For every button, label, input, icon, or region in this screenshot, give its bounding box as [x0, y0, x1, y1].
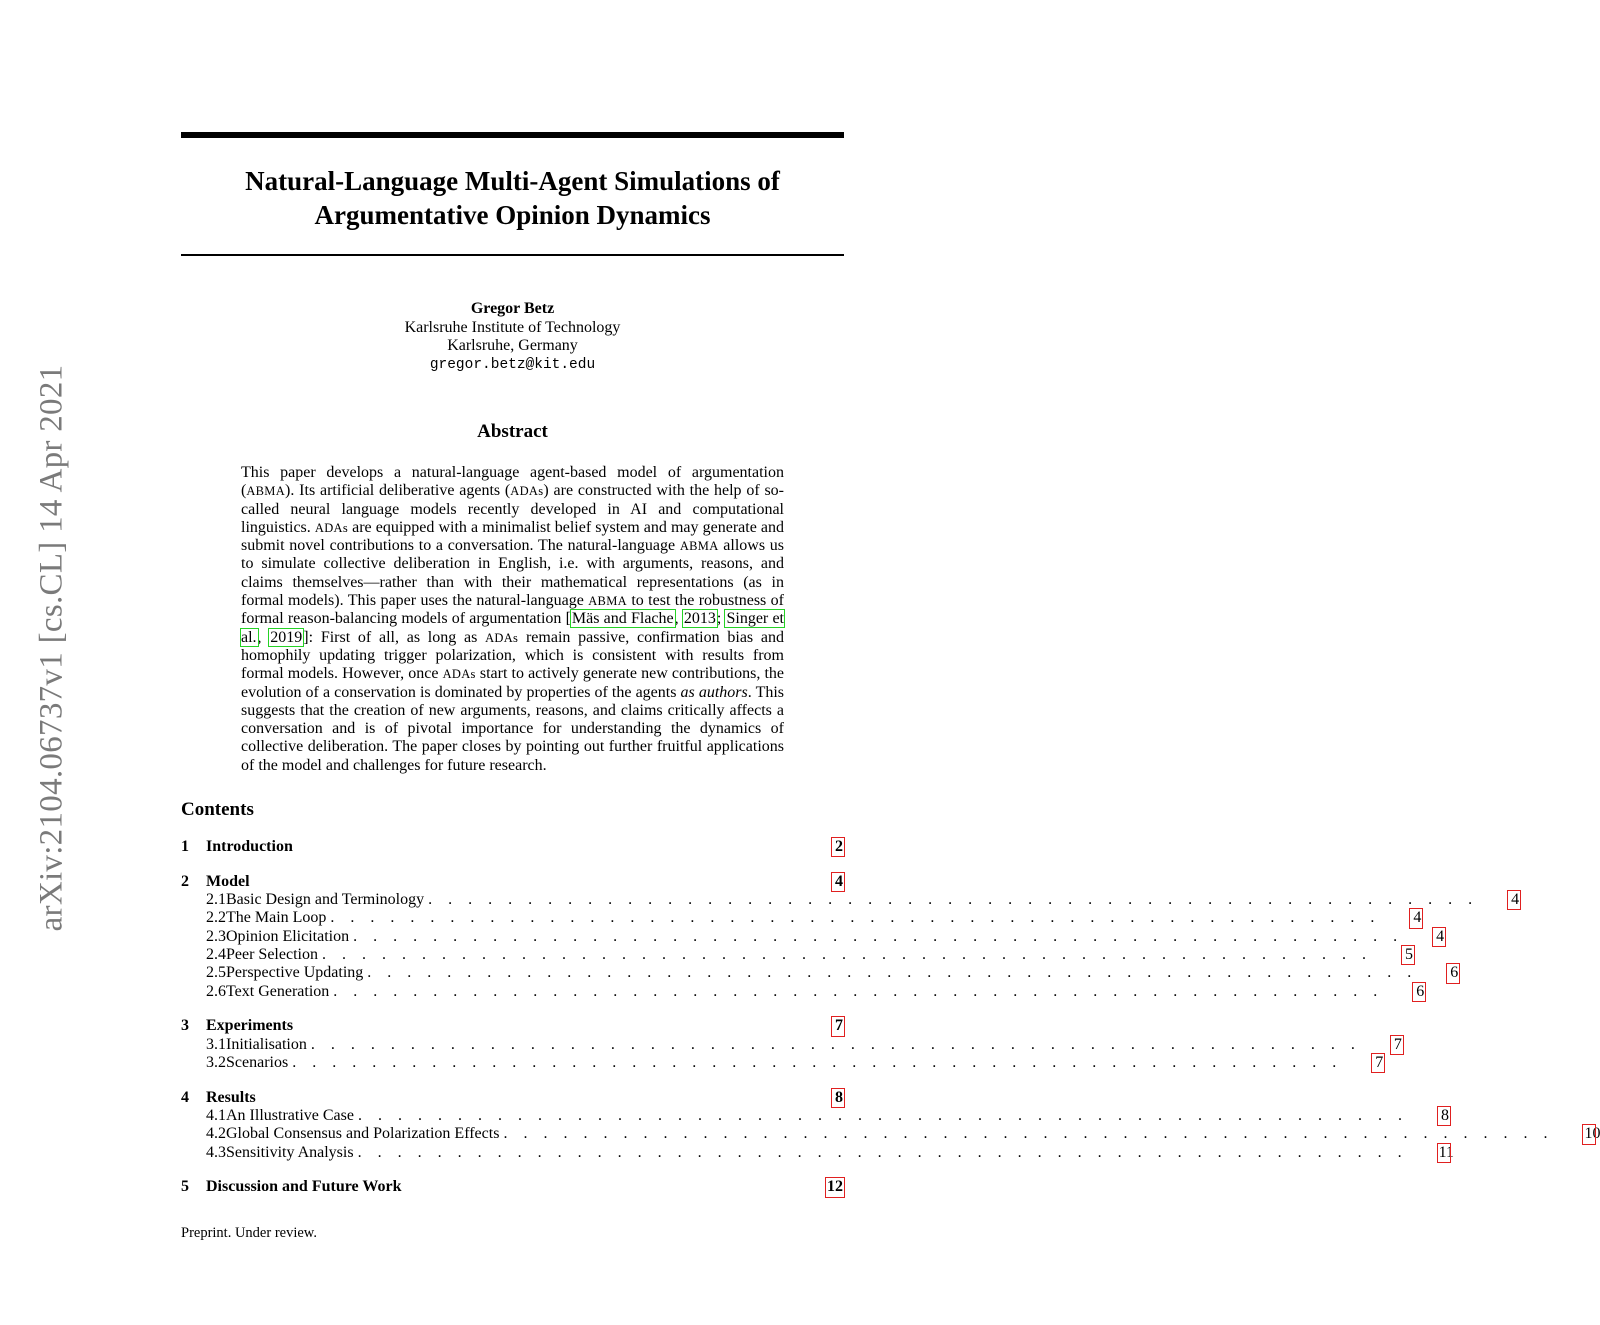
toc-section-number: 4	[181, 1088, 189, 1106]
toc-leader-dots: . . . . . . . . . . . . . . . . . . . . . . . . . . . . . . . . . . . . . . . . . . . . . . . . . . . . .	[330, 909, 1381, 927]
toc-section-number: 3	[181, 1017, 189, 1035]
toc-page-link[interactable]: 4	[1433, 928, 1445, 946]
toc-subsection-4.2[interactable]	[181, 1125, 1600, 1143]
toc-subsection-title[interactable]: Text Generation	[226, 982, 330, 1000]
toc-subsection-4.3[interactable]	[181, 1143, 1454, 1162]
toc-subsection-2.5[interactable]	[181, 964, 1459, 982]
toc-subsection-number: 4.1	[206, 1107, 226, 1125]
toc-page-link[interactable]: 7	[1372, 1054, 1384, 1072]
citation-singer[interactable]: Singer et al.	[241, 610, 785, 646]
author-email[interactable]: gregor.betz@kit.edu	[429, 356, 596, 373]
toc-page-link[interactable]: 8	[1438, 1107, 1450, 1125]
toc-page-link[interactable]: 6	[1413, 983, 1425, 1001]
author-block	[181, 300, 844, 374]
toc-leader-dots: . . . . . . . . . . . . . . . . . . . . . . . . . . . . . . . . . . . . . . . . . . . . . . . . . . . . .	[333, 982, 1384, 1000]
title-line-2: Argumentative Opinion Dynamics	[314, 200, 711, 230]
toc-subsection-title[interactable]: Basic Design and Terminology	[226, 891, 425, 909]
toc-gap	[181, 1072, 844, 1089]
citation-mas-flache[interactable]: Mäs and Flache	[571, 610, 674, 628]
toc-gap	[181, 1001, 844, 1018]
toc-page-link[interactable]: 11	[1438, 1143, 1454, 1161]
toc-subsection-title[interactable]: Opinion Elicitation	[226, 927, 350, 945]
toc-page-link[interactable]: 4	[832, 873, 844, 891]
toc-section-number: 2	[181, 872, 189, 890]
citation-singer-year[interactable]: 2019	[270, 628, 303, 646]
toc-subsection-number: 3.1	[206, 1035, 226, 1053]
toc-leader-dots: . . . . . . . . . . . . . . . . . . . . . . . . . . . . . . . . . . . . . . . . . . . . . . . . . . . . .	[503, 1125, 1554, 1143]
toc-leader-dots: . . . . . . . . . . . . . . . . . . . . . . . . . . . . . . . . . . . . . . . . . . . . . . . . . . . . .	[367, 964, 1418, 982]
toc-page-link[interactable]: 7	[832, 1017, 844, 1035]
toc-subsection-3.2[interactable]	[181, 1053, 1384, 1072]
toc-section-4[interactable]	[181, 1089, 844, 1107]
toc-subsection-number: 2.1	[206, 891, 226, 909]
toc-section-title[interactable]: Introduction	[206, 838, 293, 855]
toc-section-3[interactable]	[181, 1017, 844, 1035]
toc-section-2[interactable]	[181, 873, 844, 891]
toc-subsection-title[interactable]: An Illustrative Case	[226, 1107, 354, 1125]
toc-subsection-title[interactable]: The Main Loop	[226, 909, 327, 927]
toc-subsection-title[interactable]: Global Consensus and Polarization Effects	[226, 1125, 500, 1143]
abstract-heading: Abstract	[477, 421, 548, 442]
toc-subsection-2.3[interactable]	[181, 927, 1445, 946]
author-location: Karlsruhe, Germany	[447, 337, 578, 354]
toc-subsection-title[interactable]: Sensitivity Analysis	[226, 1143, 354, 1161]
toc-leader-dots: . . . . . . . . . . . . . . . . . . . . . . . . . . . . . . . . . . . . . . . . . . . . . . . . . . . . .	[321, 945, 1372, 963]
toc-subsection-number: 2.2	[206, 909, 226, 927]
toc-page-link[interactable]: 5	[1402, 946, 1414, 964]
toc-section-title[interactable]: Experiments	[206, 1017, 294, 1035]
toc-leader-dots: . . . . . . . . . . . . . . . . . . . . . . . . . . . . . . . . . . . . . . . . . . . . . . . . . . . . .	[357, 1143, 1408, 1161]
toc-subsection-2.6[interactable]	[181, 982, 1425, 1001]
toc-subsection-number: 4.2	[206, 1125, 226, 1143]
toc-section-5[interactable]	[181, 1178, 844, 1196]
toc-subsection-title[interactable]: Initialisation	[226, 1035, 307, 1053]
paper-title	[181, 164, 844, 232]
title-bottom-rule	[181, 254, 844, 256]
toc-subsection-number: 3.2	[206, 1053, 226, 1071]
toc-subsection-title[interactable]: Scenarios	[226, 1053, 289, 1071]
title-top-rule	[181, 132, 844, 138]
toc-leader-dots: . . . . . . . . . . . . . . . . . . . . . . . . . . . . . . . . . . . . . . . . . . . . . . . . . . . . .	[428, 891, 1479, 909]
toc-page-link[interactable]: 4	[1410, 909, 1422, 927]
toc-gap	[181, 1162, 844, 1179]
toc-subsection-number: 2.6	[206, 982, 226, 1000]
toc-page-link[interactable]: 7	[1391, 1036, 1403, 1054]
toc-subsection-number: 4.3	[206, 1143, 226, 1161]
toc-subsection-title[interactable]: Perspective Updating	[226, 964, 364, 982]
toc-subsection-4.1[interactable]	[181, 1107, 1449, 1125]
contents-heading: Contents	[181, 799, 254, 820]
toc-leader-dots: . . . . . . . . . . . . . . . . . . . . . . . . . . . . . . . . . . . . . . . . . . . . . . . . . . . . .	[292, 1053, 1343, 1071]
toc-subsection-2.1[interactable]	[181, 891, 1520, 909]
toc-subsection-number: 2.3	[206, 927, 226, 945]
toc-leader-dots: . . . . . . . . . . . . . . . . . . . . . . . . . . . . . . . . . . . . . . . . . . . . . . . . . . . . .	[310, 1035, 1361, 1053]
toc-page-link[interactable]: 12	[827, 1178, 843, 1196]
toc-page-link[interactable]: 2	[832, 838, 844, 856]
toc-page-link[interactable]: 6	[1447, 964, 1459, 982]
toc-leader-dots: . . . . . . . . . . . . . . . . . . . . . . . . . . . . . . . . . . . . . . . . . . . . . . . . . . . . .	[353, 927, 1404, 945]
toc-subsection-number: 2.4	[206, 945, 226, 963]
author-affiliation: Karlsruhe Institute of Technology	[404, 318, 621, 336]
toc-page-link[interactable]: 4	[1508, 891, 1520, 909]
citation-mas-flache-year[interactable]: 2013	[683, 610, 716, 628]
toc-section-number: 5	[181, 1178, 189, 1196]
table-of-contents	[181, 838, 1600, 1197]
footer-note: Preprint. Under review.	[181, 1225, 317, 1241]
abstract-text: This paper develops a natural-language agent-based model of argumentation (ABMA). Its artificial deliberative agents (ADAs) are constructed with the help of so-called neural language models recently developed in AI and computational linguistics. ADAs are equipped with a minimalist belief system and may generate and submit novel contributions to a conversation. The natural-language ABMA allows us to simulate collective deliberation in English, i.e. with arguments, reasons, and claims themselves—rather than with their mathematical representations (as in formal models). This paper uses the natural-language ABMA to test the robustness of formal reason-balancing models of argumentation [Mäs and Flache, 2013; Singer et al., 2019]: First of all, as long as ADAs remain passive, confirmation bias and homophily updating trigger polarization, which is consistent with results from formal models. However, once ADAs start to actively generate new contributions, the evolution of a conservation is dominated by properties of the agents as authors. This suggests that the creation of new arguments, reasons, and claims critically affects a conversation and is of pivotal importance for understanding the dynamics of collective deliberation. The paper closes by pointing out further fruitful applications of the model and challenges for future research.	[241, 464, 785, 774]
author-name: Gregor Betz	[470, 300, 555, 317]
toc-section-title[interactable]: Discussion and Future Work	[206, 1178, 402, 1196]
toc-subsection-title[interactable]: Peer Selection	[226, 945, 318, 963]
toc-page-link[interactable]: 8	[832, 1089, 844, 1107]
toc-subsection-3.1[interactable]	[181, 1035, 1402, 1054]
arxiv-identifier: arXiv:2104.06737v1 [cs.CL] 14 Apr 2021	[33, 364, 70, 932]
toc-subsection-number: 2.5	[206, 964, 226, 982]
toc-section-number: 1	[181, 838, 189, 855]
toc-leader-dots: . . . . . . . . . . . . . . . . . . . . . . . . . . . . . . . . . . . . . . . . . . . . . . . . . . . . .	[357, 1107, 1408, 1125]
toc-subsection-2.2[interactable]	[181, 909, 1422, 927]
toc-page-link[interactable]: 10	[1584, 1125, 1600, 1143]
toc-section-title[interactable]: Model	[206, 872, 250, 890]
toc-gap	[181, 856, 844, 873]
toc-section-title[interactable]: Results	[206, 1088, 256, 1106]
toc-section-1[interactable]	[181, 838, 844, 856]
toc-subsection-2.4[interactable]	[181, 945, 1413, 964]
title-line-1: Natural-Language Multi-Agent Simulations of	[245, 166, 780, 196]
